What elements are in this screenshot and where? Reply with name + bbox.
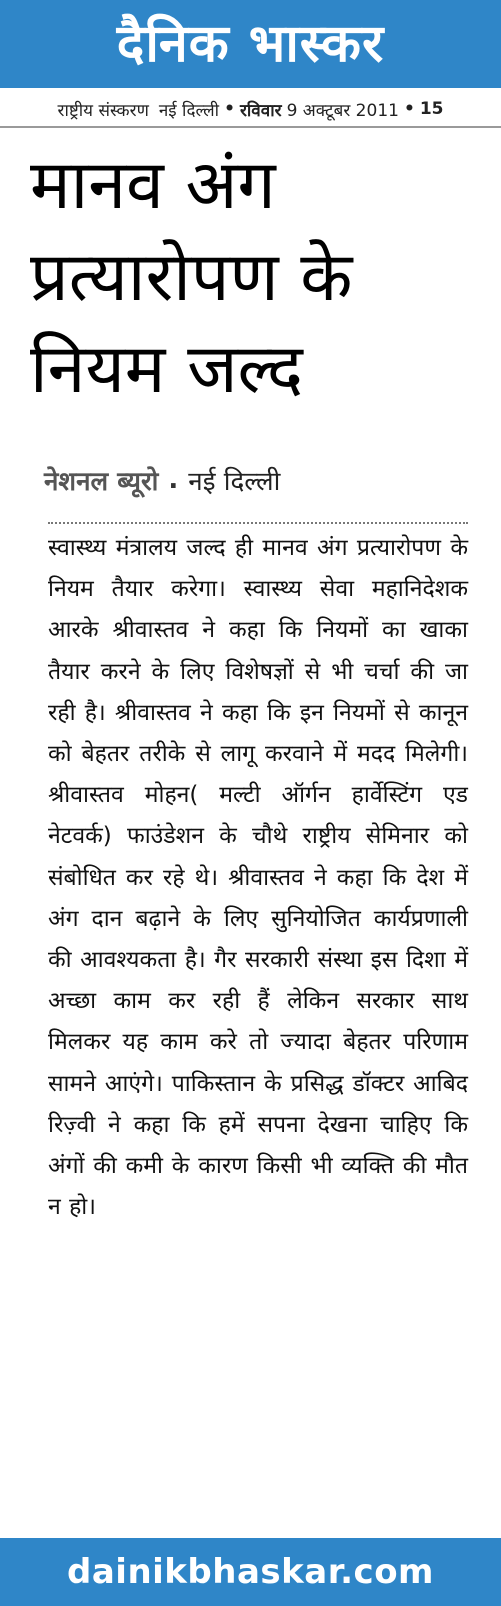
dateline-separator-2: • [403,99,415,119]
edition-label: राष्ट्रीय संस्करण [57,100,149,121]
byline [44,462,484,498]
footer-banner [0,1538,501,1606]
byline-place: नई दिल्ली [188,467,281,497]
header-rule [0,126,501,128]
newspaper-logo: दैनिक भास्कर [116,14,385,74]
headline: मानव अंग प्रत्यारोपण के नियम जल्द [30,146,353,409]
byline-bureau: नेशनल ब्यूरो [44,467,159,497]
dateline-separator: • [224,99,235,119]
page-number: 15 [419,99,444,119]
date-label: 9 अक्टूबर 2011 [286,100,399,121]
article-body: स्वास्थ्य मंत्रालय जल्द ही मानव अंग प्रत्यारोपण के नियम तैयार करेगा। स्वास्थ्य सेवा महानिदेशक आरके श्रीवास्तव ने कहा कि नियमों का खाका तैयार करने के लिए विशेषज्ञों से भी चर्चा की जा रही है। श्रीवास्तव ने कहा कि इन नियमों से कानून को बेहतर तरीके से लागू करवाने में मदद मिलेगी। श्रीवास्तव मोहन( मल्टी ऑर्गन हार्वेस्टिंग एड नेटवर्क) फाउंडेशन के चौथे राष्ट्रीय सेमिनार को संबोधित कर रहे थे। श्रीवास्तव ने कहा कि देश में अंग दान बढ़ाने के लिए सुनियोजित कार्यप्रणाली की आवश्यकता है। गैर सरकारी संस्था इस दिशा में अच्छा काम कर रही हैं लेकिन सरकार साथ मिलकर यह काम करे तो ज्यादा बेहतर परिणाम सामने आएंगे। पाकिस्तान के प्रसिद्ध डॉक्टर आबिद रिज़्वी ने कहा कि हमें सपना देखना चाहिए कि अंगों की कमी के कारण किसी भी व्यक्ति की मौत न हो। [48,535,468,1221]
masthead-banner [0,0,501,88]
byline-dot: . [168,465,179,495]
city-label: नई दिल्ली [158,100,220,121]
dotted-divider [48,522,468,524]
footer-url: dainikbhaskar.com [67,1552,434,1592]
dateline [0,94,501,124]
day-label: रविवार [239,100,282,121]
